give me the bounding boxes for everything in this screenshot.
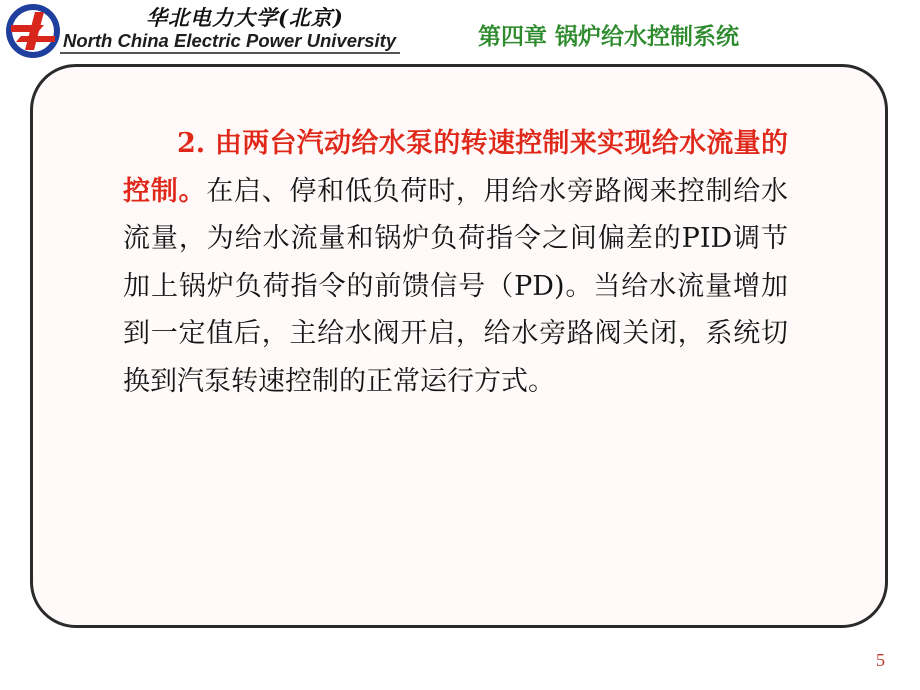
header-divider: [60, 52, 400, 54]
body-paragraph: [123, 120, 788, 405]
university-name-english: North China Electric Power University: [63, 30, 397, 51]
page-number: 5: [876, 650, 885, 670]
ncepu-logo-icon: [4, 2, 62, 60]
body-heading: 2. 由两台汽动给水泵的转速控制来实现给水流量的控制。: [123, 128, 788, 207]
chapter-title: 第四章 锅炉给水控制系统: [478, 24, 740, 50]
body-text: 在启、停和低负荷时，用给水旁路阀来控制给水流量，为给水流量和锅炉负荷指令之间偏差的PID调节加上锅炉负荷指令的前馈信号（PD)。当给水流量增加到一定值后，主给水阀开启，给水旁路阀关闭，系统切换到汽泵转速控制的正常运行方式。: [123, 175, 789, 397]
university-name-chinese: 华北电力大学(北京): [146, 5, 344, 30]
